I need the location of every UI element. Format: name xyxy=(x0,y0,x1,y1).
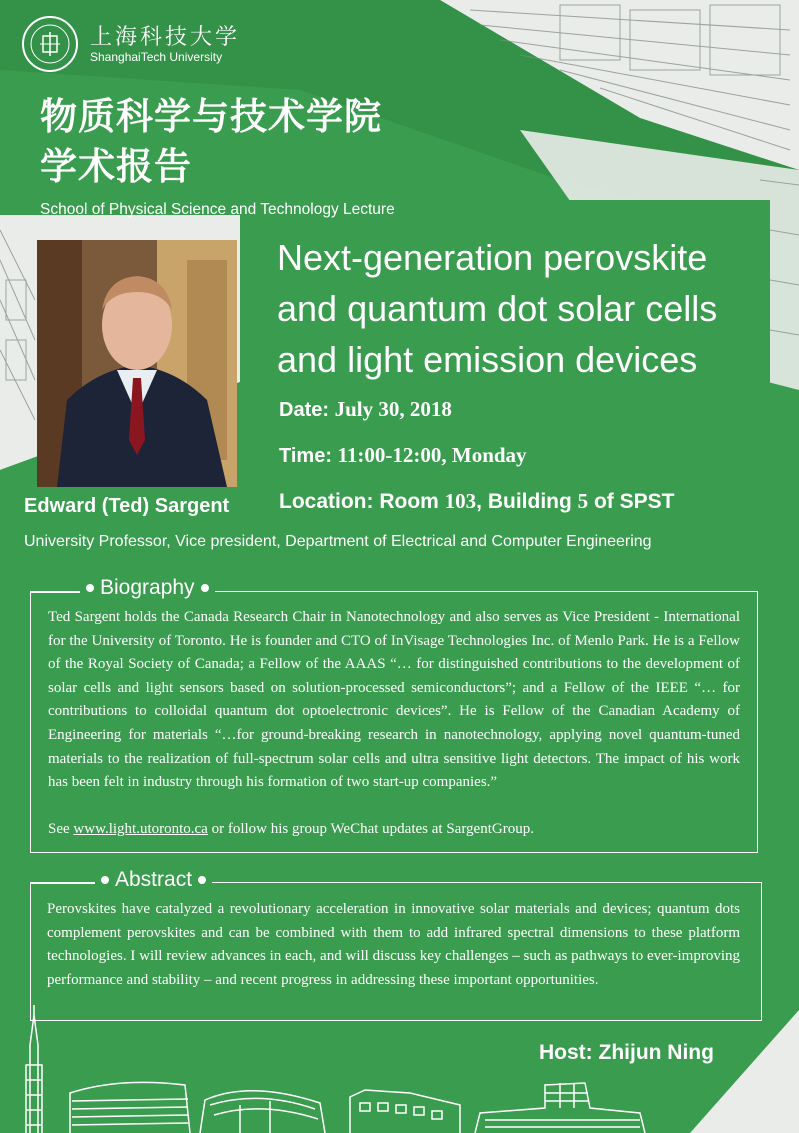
host-name: Host: Zhijun Ning xyxy=(539,1041,714,1064)
biography-heading-rule xyxy=(30,591,86,593)
abstract-heading-label: Abstract xyxy=(115,868,193,891)
talk-title-line-1: Next-generation perovskite xyxy=(277,237,708,278)
bullet-dot-icon xyxy=(201,584,209,592)
university-logo xyxy=(22,16,78,72)
date-label: Date: xyxy=(279,399,330,421)
campus-skyline-illustration xyxy=(0,1005,799,1133)
abstract-heading-rule xyxy=(30,882,100,884)
time-label: Time: xyxy=(279,445,332,467)
bullet-dot-icon xyxy=(198,876,206,884)
date-value: July 30, 2018 xyxy=(334,397,452,421)
bullet-dot-icon xyxy=(101,876,109,884)
university-name-cn: 上海科技大学 xyxy=(90,25,241,50)
bullet-dot-icon xyxy=(86,584,94,592)
poster-title-cn-line-1: 物质科学与技术学院 xyxy=(40,95,382,138)
talk-time xyxy=(279,443,527,468)
location-mid: , Building xyxy=(476,490,578,513)
poster-title-cn xyxy=(40,92,382,192)
biography-heading xyxy=(80,576,215,600)
talk-title-line-3: and light emission devices xyxy=(277,339,698,380)
location-building: 5 xyxy=(577,489,589,513)
biography-see-line xyxy=(48,818,740,842)
talk-date xyxy=(279,397,452,422)
university-name-en: ShanghaiTech University xyxy=(90,50,223,64)
poster-subtitle-en: School of Physical Science and Technology Lecture xyxy=(40,201,395,218)
abstract-heading xyxy=(95,868,212,892)
abstract-text: Perovskites have catalyzed a revolutionary acceleration in innovative solar materials and devices; quantum dots complement perovskites and can be combined with them to add infrared spectral dimensions to these platform technologies. I will review advances in each, and will discuss key challenges – such as pathways to ever-improving performance and stability – and recent progress in addressing these important opportunities. xyxy=(47,901,740,988)
speaker-name: Edward (Ted) Sargent xyxy=(24,495,230,517)
location-suffix: of SPST xyxy=(588,490,675,513)
website-link[interactable]: www.light.utoronto.ca xyxy=(73,821,208,837)
talk-title xyxy=(277,232,792,385)
location-room: 103 xyxy=(444,489,477,513)
speaker-photo xyxy=(37,240,237,487)
location-prefix: Location: Room xyxy=(279,490,445,513)
speaker-affiliation: University Professor, Vice president, Department of Electrical and Computer Engineering xyxy=(24,533,652,550)
see-suffix: or follow his group WeChat updates at SargentGroup. xyxy=(207,821,534,837)
time-value: 11:00-12:00, Monday xyxy=(337,443,527,467)
talk-title-line-2: and quantum dot solar cells xyxy=(277,288,718,329)
biography-heading-label: Biography xyxy=(100,576,195,599)
biography-text: Ted Sargent holds the Canada Research Chair in Nanotechnology and also serves as Vice President - International for the University of Toronto. He is founder and CTO of InVisage Technologies Inc. of Menlo Park. He is a Fellow of the Royal Society of Canada; a Fellow of the AAAS “… for distinguished contributions to the development of solar cells and light sensors based on solution-processed semiconductors”; and a Fellow of the IEEE “… for contributions to colloidal quantum dot optoelectronic devices”. He is Fellow of the Canadian Academy of Engineering for materials “…for ground-breaking research in nanotechnology, applying novel quantum-tuned materials to the realization of full-spectrum solar cells and ultra sensitive light detectors. The impact of his work has been felt in industry through his formation of two start-up companies.” xyxy=(48,609,740,791)
talk-location xyxy=(279,489,674,514)
see-prefix: See xyxy=(48,821,74,837)
poster-title-cn-line-2: 学术报告 xyxy=(40,145,192,188)
